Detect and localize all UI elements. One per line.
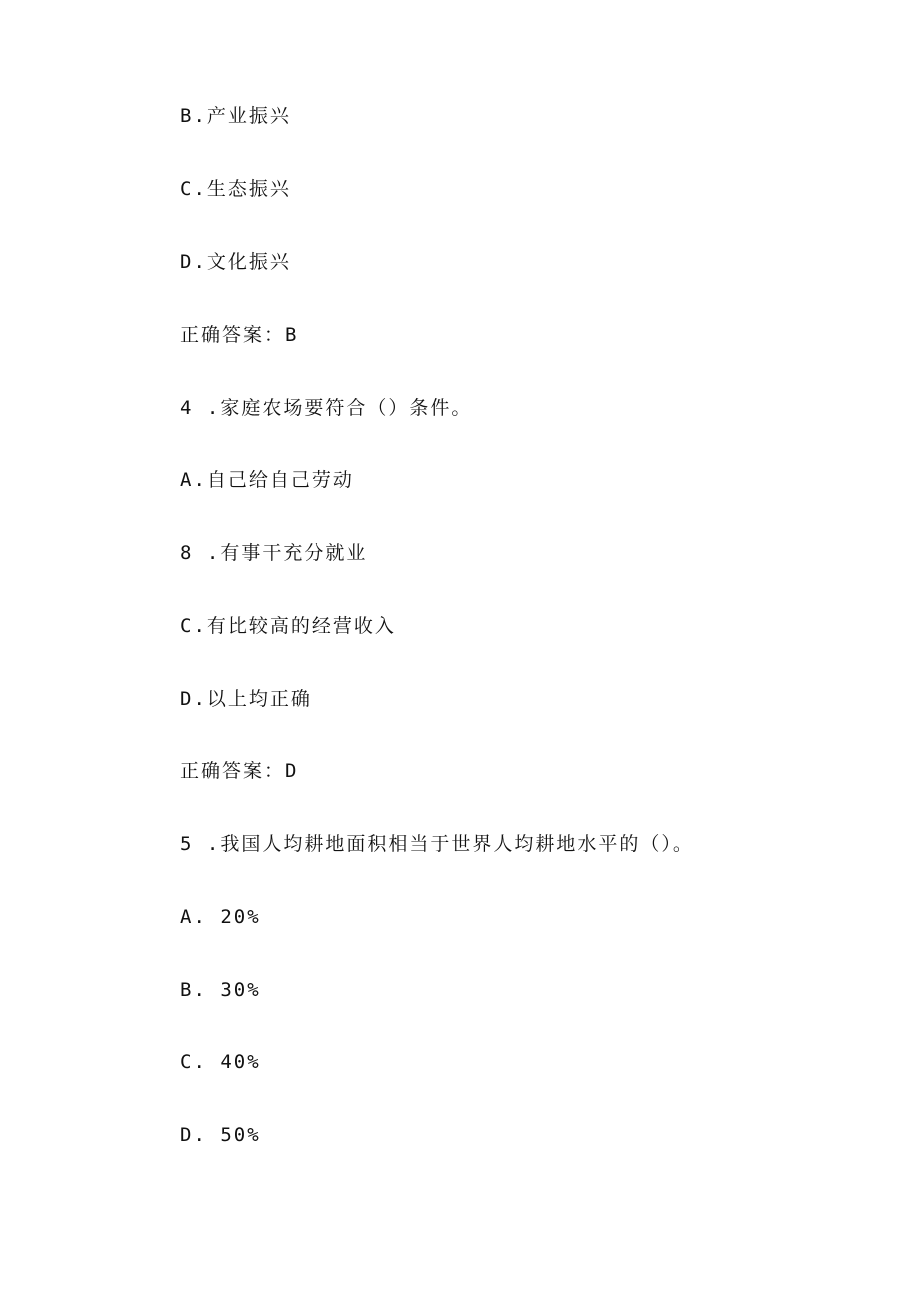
question-4: 4 .家庭农场要符合（）条件。 xyxy=(180,397,473,419)
q5-option-c: C. 40% xyxy=(180,1051,261,1073)
option-b-industry: B.产业振兴 xyxy=(180,105,291,127)
q5-option-a: A. 20% xyxy=(180,906,261,928)
question-5: 5 .我国人均耕地面积相当于世界人均耕地水平的（）。 xyxy=(180,833,694,855)
option-d-culture: D.文化振兴 xyxy=(180,251,291,273)
answer-q3: 正确答案：B xyxy=(180,324,299,346)
q4-option-a: A.自己给自己劳动 xyxy=(180,469,354,491)
answer-q4: 正确答案：D xyxy=(180,760,299,782)
q4-option-b: 8 .有事干充分就业 xyxy=(180,542,368,564)
q4-option-c: C.有比较高的经营收入 xyxy=(180,615,396,637)
q4-option-d: D.以上均正确 xyxy=(180,688,312,710)
q5-option-b: B. 30% xyxy=(180,979,261,1001)
q5-option-d: D. 50% xyxy=(180,1124,261,1146)
option-c-ecology: C.生态振兴 xyxy=(180,178,291,200)
